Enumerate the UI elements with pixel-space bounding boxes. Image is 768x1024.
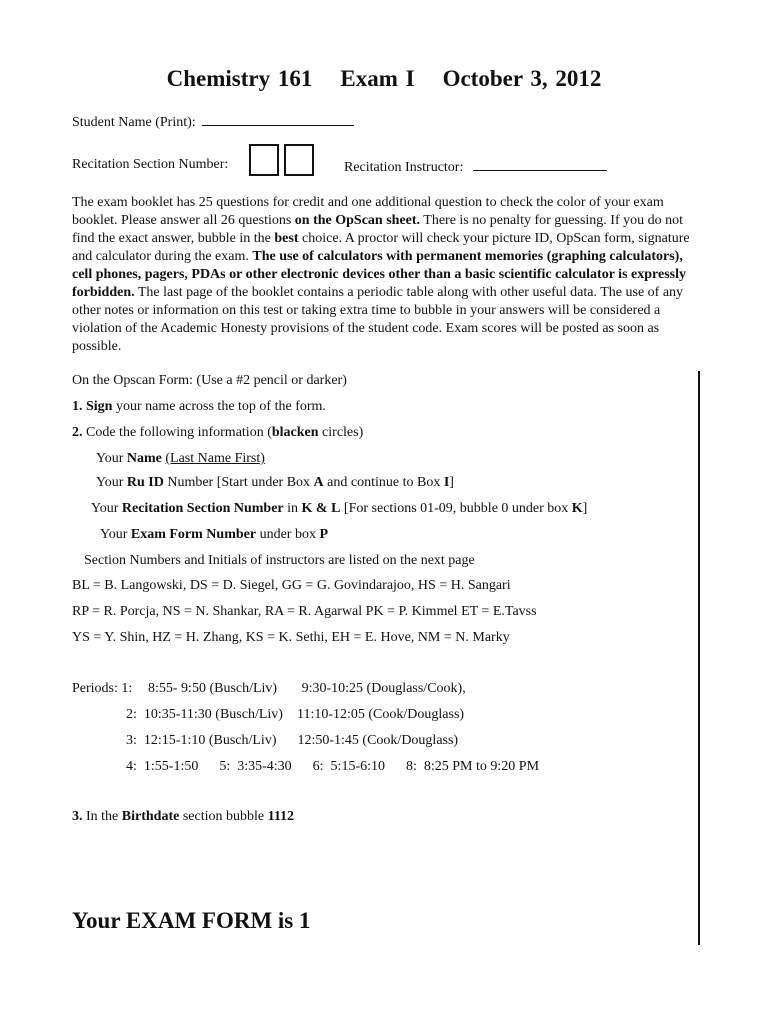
form-bold: Exam Form Number <box>130 527 257 542</box>
recitation-section-label: Recitation Section Number: <box>72 157 229 172</box>
period-4: 4: 1:55-1:50 5: 3:35-4:30 6: 5:15-6:10 8: 8:25 PM to 9:20 PM <box>126 759 540 774</box>
recitation-section-box-2[interactable] <box>284 144 314 176</box>
step-3-mid: section bubble <box>179 809 268 824</box>
rec-kl: K & L <box>301 501 341 516</box>
step-1-text: your name across the top of the form. <box>112 399 326 414</box>
name-underlined: (Last Name First) <box>165 451 265 466</box>
exam-form-line <box>100 526 328 544</box>
student-name-field[interactable] <box>202 111 354 126</box>
exam-form-statement: Your EXAM FORM is 1 <box>72 908 311 933</box>
step-2-number: 2. <box>72 425 83 440</box>
student-name-label: Student Name (Print): <box>72 115 196 130</box>
step-3-bold: Birthdate <box>121 809 180 824</box>
name-bold: Name <box>126 451 162 466</box>
step-2-text: Code the following information ( <box>82 425 272 440</box>
form-box-p: P <box>319 527 329 542</box>
exam-date: October 3, 2012 <box>442 66 602 91</box>
period-1: 8:55- 9:50 (Busch/Liv) 9:30-10:25 (Douglass/Cook), <box>148 681 466 696</box>
opscan-intro: On the Opscan Form: (Use a #2 pencil or darker) <box>72 373 347 388</box>
step-2-bold: blacken <box>271 425 319 440</box>
ruid-bold: Ru ID <box>126 475 164 490</box>
instructors-line-1: BL = B. Langowski, DS = D. Siegel, GG = G. Govindarajoo, HS = H. Sangari <box>72 578 511 593</box>
ruid-line <box>96 474 454 492</box>
margin-rule <box>698 371 700 945</box>
exam-title <box>0 66 768 92</box>
step-3-value: 1112 <box>267 809 295 824</box>
step-1-bold: Sign <box>86 399 113 414</box>
rec-mid: in <box>283 501 302 516</box>
form-mid: under box <box>256 527 320 542</box>
step-1 <box>72 398 326 416</box>
step-2-end: circles) <box>318 425 364 440</box>
instructions-text-1: The exam booklet has 25 questions for credit and one additional question to check the color of your exam booklet. Please answer all 26 questions <box>72 195 664 228</box>
ruid-prefix: Your <box>96 475 127 490</box>
rec-end: ] <box>582 501 588 516</box>
instructions-bold-1: on the OpScan sheet. <box>294 213 421 228</box>
name-prefix: Your <box>96 451 127 466</box>
recitation-line <box>91 500 587 518</box>
period-3: 3: 12:15-1:10 (Busch/Liv) 12:50-1:45 (Cook/Douglass) <box>126 733 459 748</box>
step-1-number: 1. <box>72 399 83 414</box>
rec-bold: Recitation Section Number <box>121 501 284 516</box>
rec-prefix: Your <box>91 501 122 516</box>
form-prefix: Your <box>100 527 131 542</box>
ruid-mid2: and continue to Box <box>323 475 444 490</box>
instructions-bold-2: best <box>274 231 299 246</box>
your-name-line <box>96 450 265 468</box>
recitation-section-box-1[interactable] <box>249 144 279 176</box>
step-3-prefix: In the <box>82 809 122 824</box>
instructors-line-2: RP = R. Porcja, NS = N. Shankar, RA = R. Agarwal PK = P. Kimmel ET = E.Tavss <box>72 604 537 619</box>
recitation-instructor-field[interactable] <box>473 156 607 171</box>
exam-name: Exam I <box>340 66 415 91</box>
step-2 <box>72 424 363 442</box>
instructions-bold-3: The use of calculators with permanent memories (graphing calculators), cell phones, pagers, PDAs or other electronic devices other than a basic scientific calculator is expressly forbidden. <box>72 249 686 300</box>
ruid-mid: Number [Start under Box <box>163 475 314 490</box>
ruid-box-a: A <box>313 475 324 490</box>
ruid-end: ] <box>449 475 454 490</box>
instructions-text-2: There is no penalty for guessing. If you do not find the exact answer, bubble in the <box>72 213 684 246</box>
course-name: Chemistry 161 <box>166 66 313 91</box>
periods-label: Periods: 1: <box>72 681 133 696</box>
rec-k: K <box>571 501 583 516</box>
rec-mid2: [For sections 01-09, bubble 0 under box <box>340 501 572 516</box>
instructions-text-3: choice. A proctor will check your picture ID, OpScan form, signature and calculator during the exam. <box>72 231 690 264</box>
instructors-line-3: YS = Y. Shin, HZ = H. Zhang, KS = K. Sethi, EH = E. Hove, NM = N. Marky <box>72 630 510 645</box>
step-3-number: 3. <box>72 809 83 824</box>
period-2: 2: 10:35-11:30 (Busch/Liv) 11:10-12:05 (Cook/Douglass) <box>126 707 465 722</box>
student-name-row <box>72 111 354 132</box>
instructions-paragraph <box>72 194 696 356</box>
ruid-box-i: I <box>443 475 450 490</box>
step-3 <box>72 808 294 826</box>
section-note: Section Numbers and Initials of instructors are listed on the next page <box>84 553 475 568</box>
recitation-instructor-row <box>344 156 607 177</box>
instructions-text-4: The last page of the booklet contains a periodic table along with other useful data. The use of any other notes or information on this test or taking extra time to bubble in your answers will be considered a violation of the Academic Honesty provisions of the student code. Exam scores will be posted as soon as possible. <box>72 285 684 354</box>
recitation-instructor-label: Recitation Instructor: <box>344 160 464 175</box>
